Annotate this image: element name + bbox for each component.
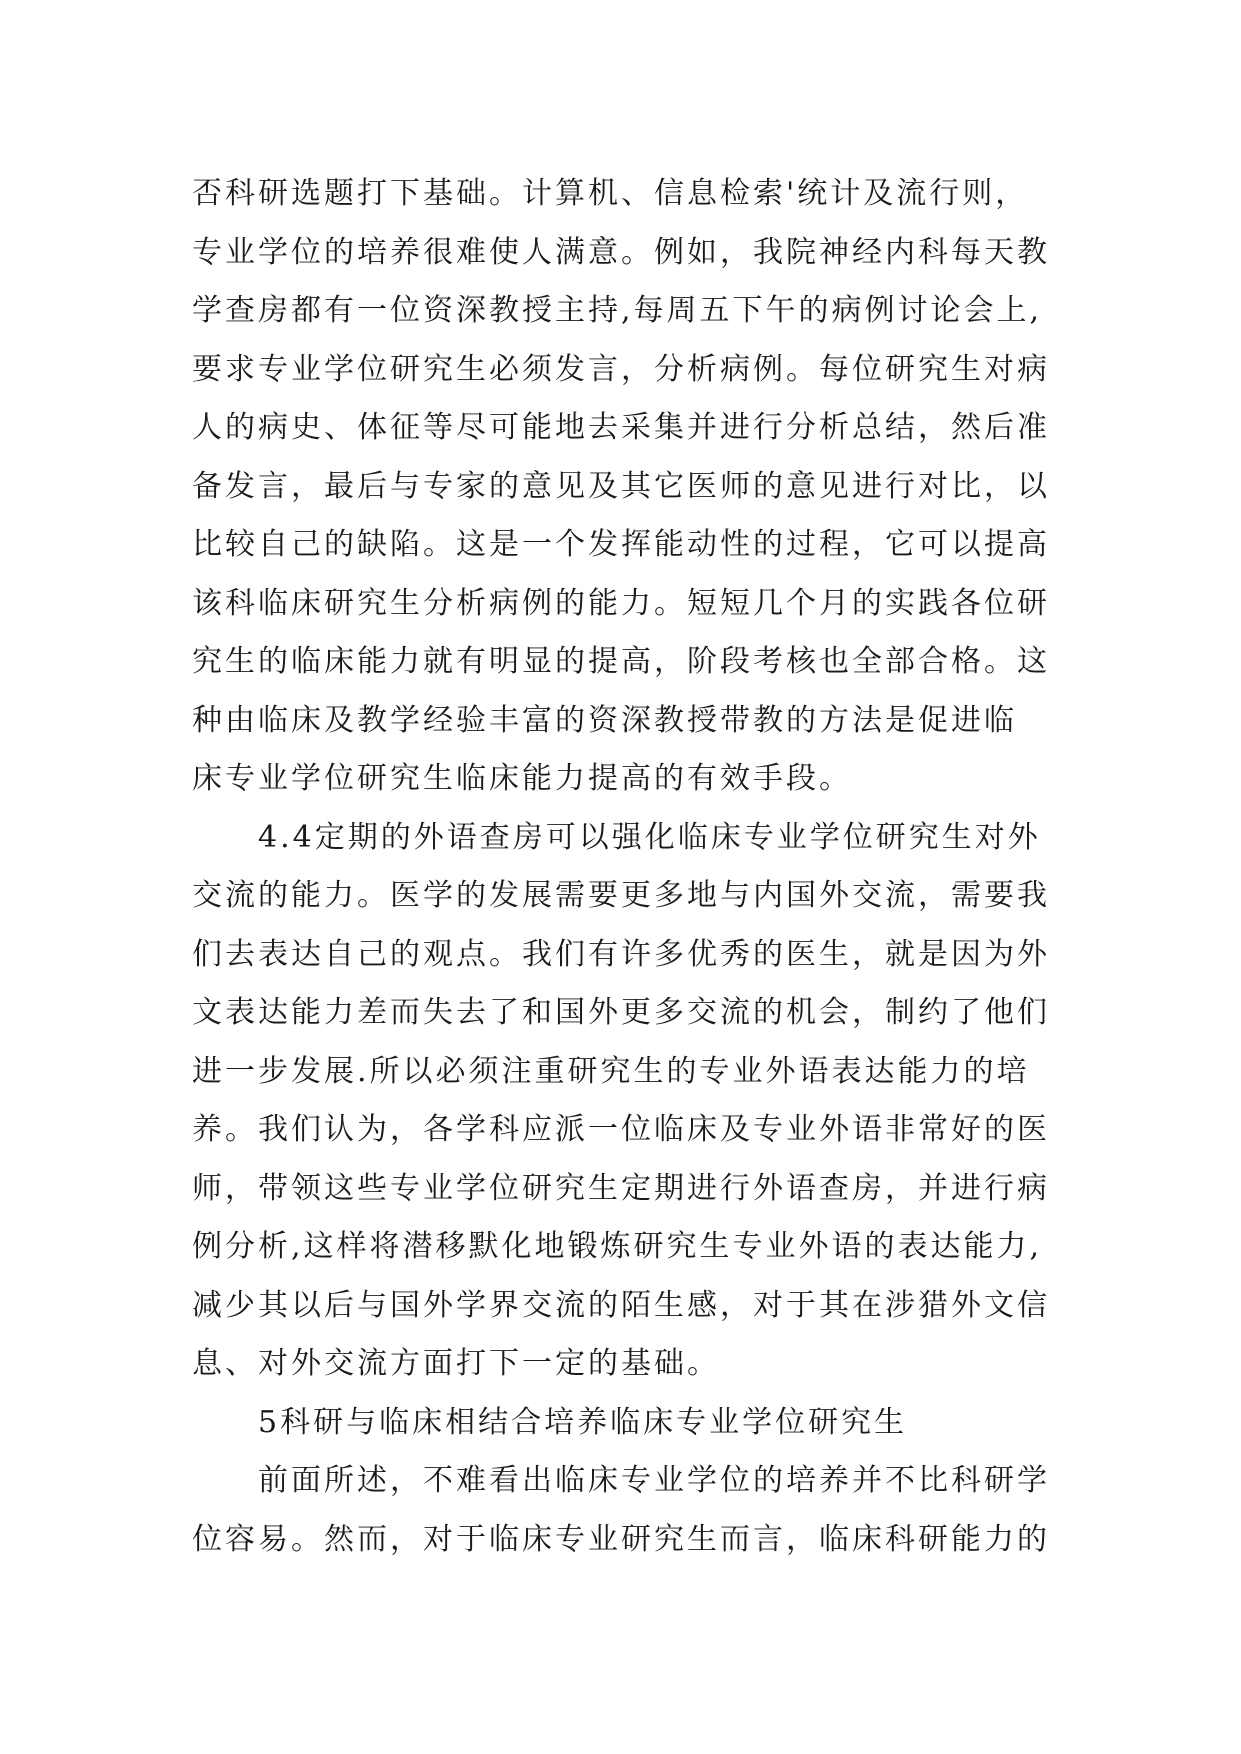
text-line: 例分析,这样将潜移默化地锻炼研究生专业外语的表达能力, xyxy=(192,1229,1043,1264)
text-line: 比较自己的缺陷。这是一个发挥能动性的过程，它可以提高 xyxy=(192,527,1050,562)
text-line: 息、对外交流方面打下一定的基础。 xyxy=(192,1346,720,1381)
text-line: 进一步发展.所以必须注重研究生的专业外语表达能力的培 xyxy=(192,1053,1030,1089)
body-text xyxy=(192,165,1092,1569)
text-line: 该科临床研究生分析病例的能力。短短几个月的实践各位研 xyxy=(192,585,1050,621)
text-line: 学查房都有一位资深教授主持,每周五下午的病例讨论会上, xyxy=(192,293,1043,328)
text-line: 究生的临床能力就有明显的提高，阶段考核也全部合格。这 xyxy=(192,644,1050,679)
text-line: 文表达能力差而失去了和国外更多交流的机会，制约了他们 xyxy=(192,995,1050,1030)
text-line: 师，带领这些专业学位研究生定期进行外语查房，并进行病 xyxy=(192,1170,1050,1206)
text-line: 种由临床及教学经验丰富的资深教授带教的方法是促进临 xyxy=(192,702,1017,738)
text-line: 们去表达自己的观点。我们有许多优秀的医生，就是因为外 xyxy=(192,936,1050,972)
text-line: 5科研与临床相结合培养临床专业学位研究生 xyxy=(258,1404,908,1440)
text-line: 4.4定期的外语查房可以强化临床专业学位研究生对外 xyxy=(258,819,1041,855)
text-line: 位容易。然而，对于临床专业研究生而言，临床科研能力的 xyxy=(192,1521,1050,1557)
text-line: 床专业学位研究生临床能力提高的有效手段。 xyxy=(192,761,852,796)
text-line: 要求专业学位研究生必须发言，分析病例。每位研究生对病 xyxy=(192,351,1050,387)
text-line: 前面所述，不难看出临床专业学位的培养并不比科研学 xyxy=(258,1463,1050,1498)
text-line: 专业学位的培养很难使人满意。例如，我院神经内科每天教 xyxy=(192,234,1050,270)
text-line: 养。我们认为，各学科应派一位临床及专业外语非常好的医 xyxy=(192,1112,1050,1147)
text-line: 人的病史、体征等尽可能地去采集并进行分析总结，然后准 xyxy=(192,410,1050,445)
text-line: 备发言，最后与专家的意见及其它医师的意见进行对比，以 xyxy=(192,468,1050,504)
text-line: 交流的能力。医学的发展需要更多地与内国外交流，需要我 xyxy=(192,878,1050,913)
text-line: 否科研选题打下基础。计算机、信息检索'统计及流行则， xyxy=(192,176,1029,211)
text-line: 减少其以后与国外学界交流的陌生感，对于其在涉猎外文信 xyxy=(192,1287,1050,1323)
